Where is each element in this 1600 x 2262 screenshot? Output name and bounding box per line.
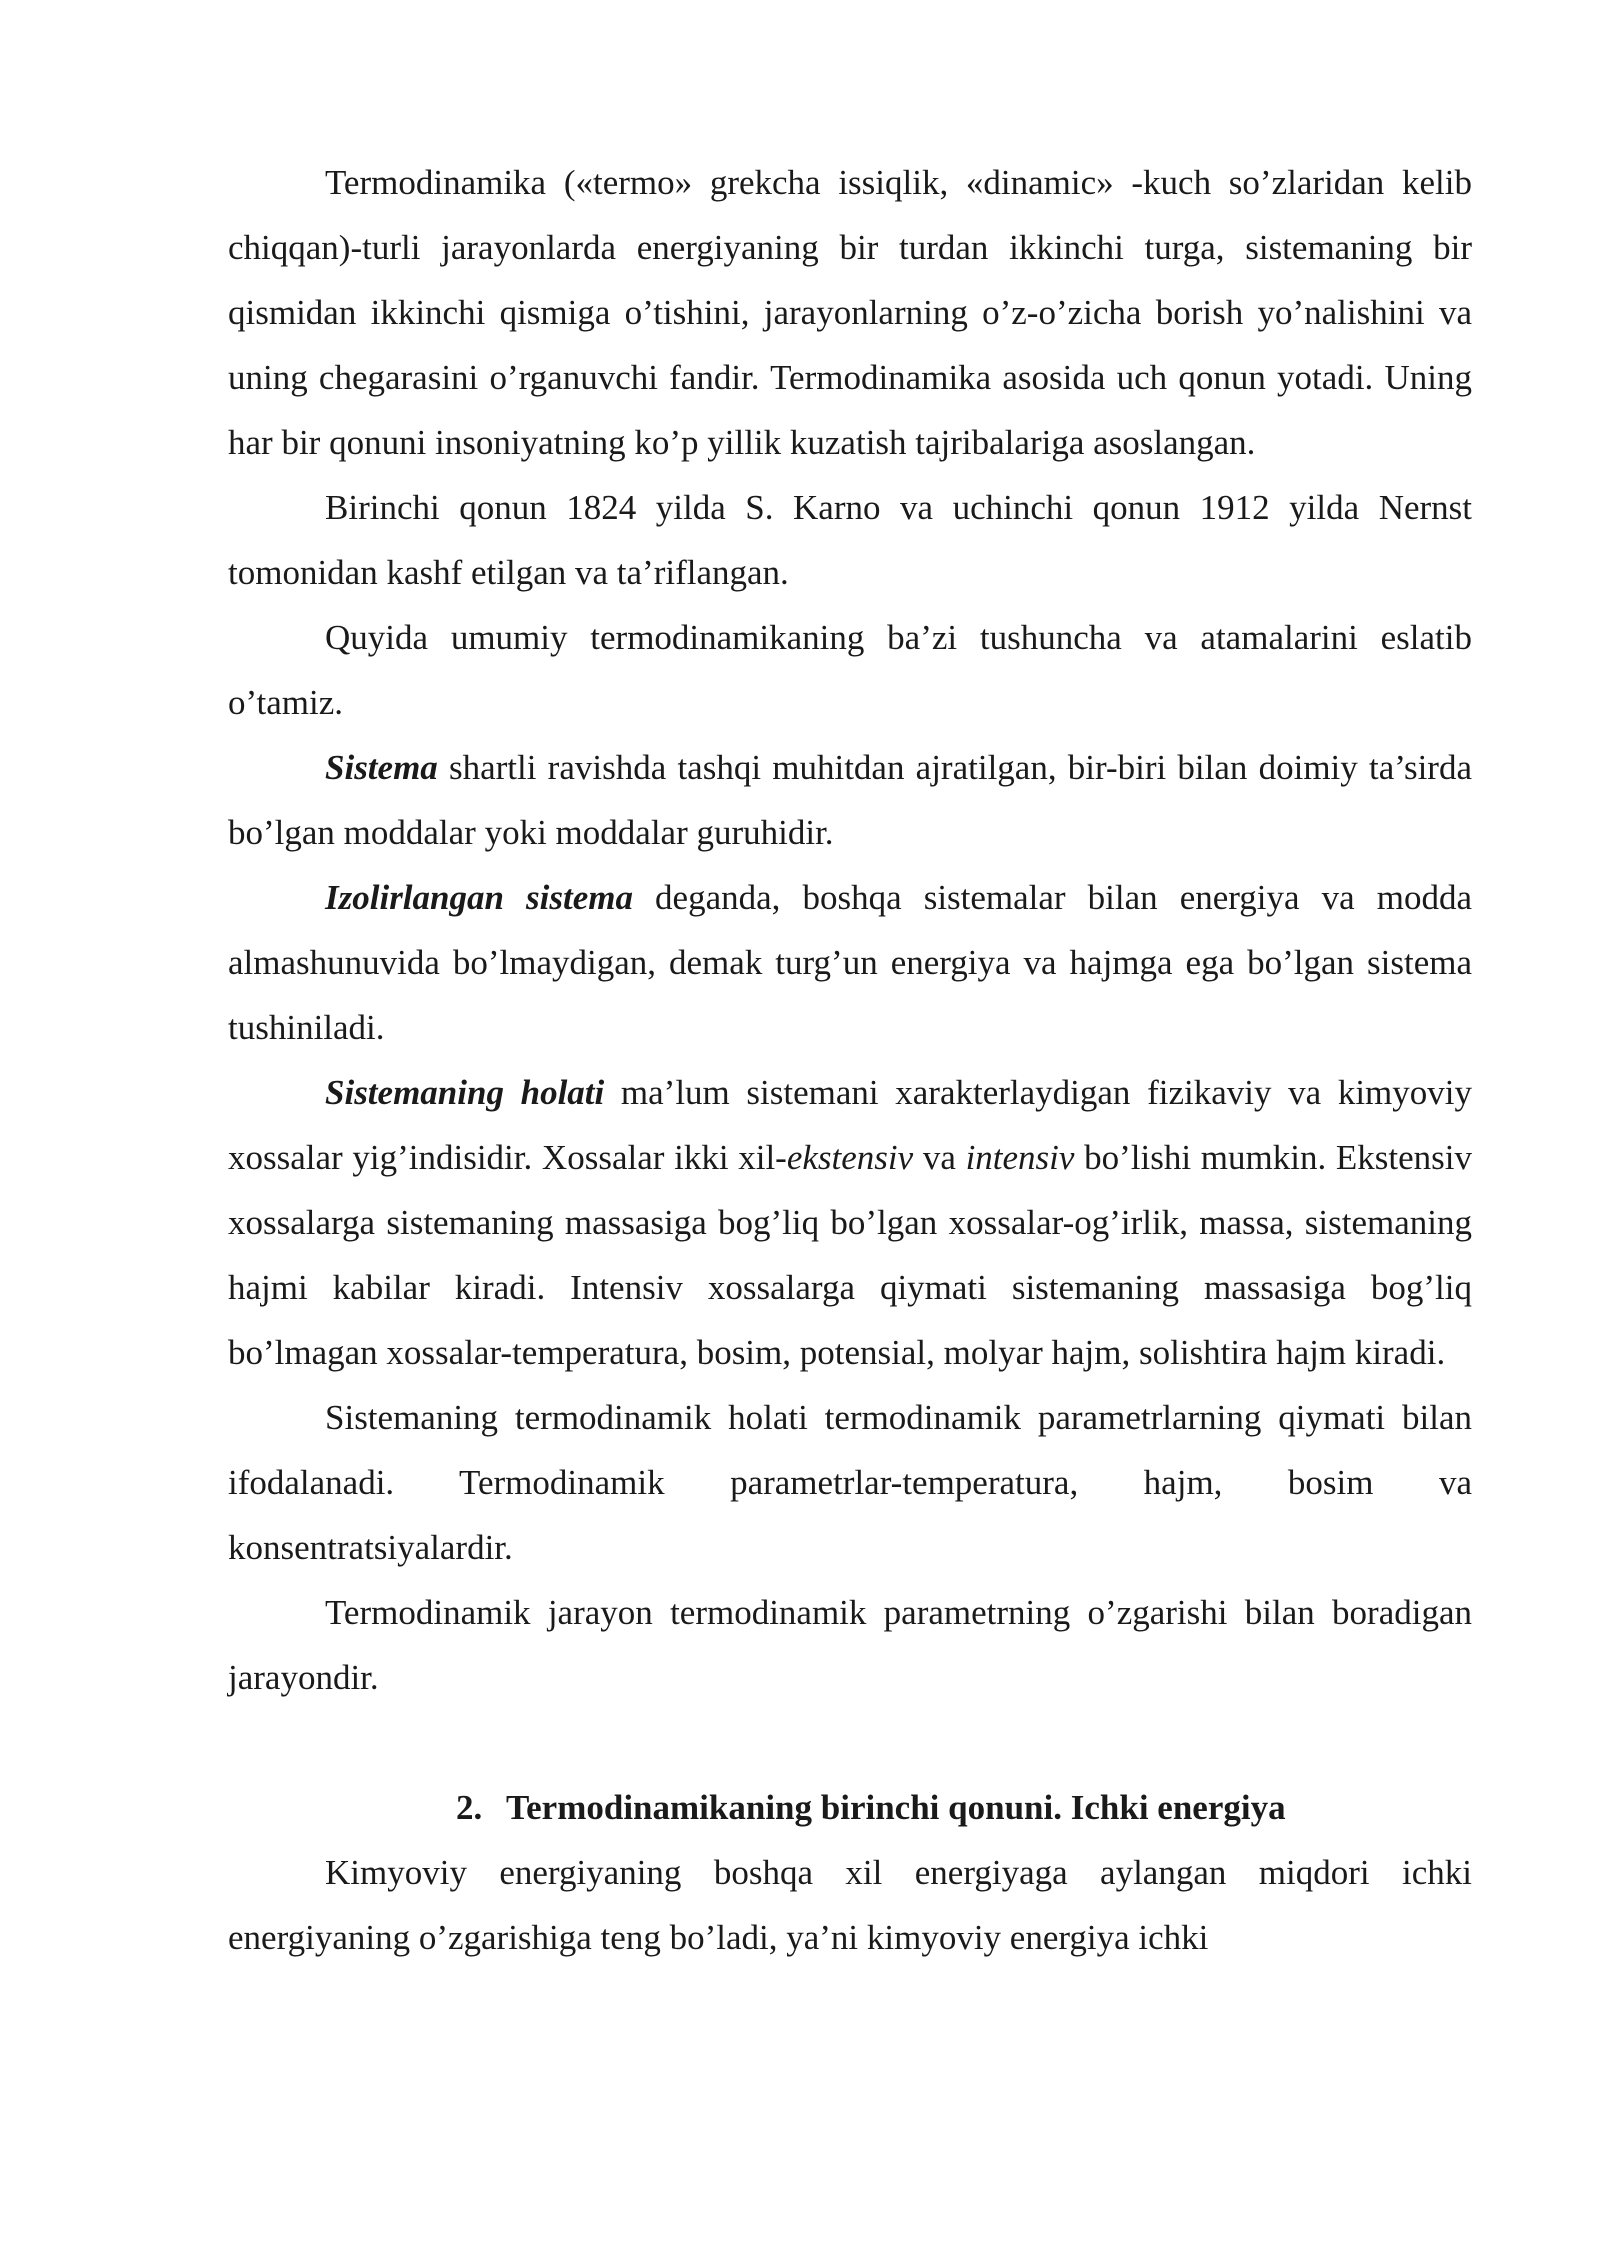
paragraph-izolirlangan-text: deganda, boshqa sistemalar bilan energiya va modda almashunuvida bo’lmaydigan, demak turg’un energiya va hajmga ega bo’lgan sistema tushiniladi.: [228, 878, 1472, 1047]
paragraph-sistema-text: shartli ravishda tashqi muhitdan ajratilgan, bir-biri bilan doimiy ta’sirda bo’lgan moddalar yoki moddalar guruhidir.: [228, 748, 1472, 852]
holati-text-a: ma’lum sistemani xarakterlaydigan fizikaviy va kimyoviy xossalar yig’indisidir. Xossalar ikki xil-: [228, 1073, 1472, 1177]
holati-text-b: va: [913, 1138, 966, 1177]
section-title: Termodinamikaning birinchi qonuni. Ichki energiya: [506, 1788, 1286, 1827]
paragraph-kimyoviy-energiya: Kimyoviy energiyaning boshqa xil energiyaga aylangan miqdori ichki energiyaning o’zgarishiga teng bo’ladi, ya’ni kimyoviy energiya ichki: [228, 1853, 1472, 1957]
section-spacer: [228, 1710, 1472, 1775]
paragraph-termodinamik-jarayon: Termodinamik jarayon termodinamik parametrning o’zgarishi bilan boradigan jarayondir.: [228, 1593, 1472, 1697]
term-ekstensiv: ekstensiv: [786, 1138, 914, 1177]
paragraph-sistemaning-holati: [228, 1060, 1472, 1385]
term-sistema: Sistema: [325, 748, 438, 787]
term-izolirlangan-sistema: Izolirlangan sistema: [325, 878, 633, 917]
paragraph-sistema: [228, 735, 1472, 865]
paragraph-izolirlangan-sistema: [228, 865, 1472, 1060]
term-sistemaning-holati: Sistemaning holati: [325, 1073, 605, 1112]
paragraph-termodinamik-holati: Sistemaning termodinamik holati termodinamik parametrlarning qiymati bilan ifodalanadi. Termodinamik parametrlar-temperatura, hajm, bosim va konsentratsiyalardir.: [228, 1398, 1472, 1567]
section-number: 2.: [456, 1788, 483, 1827]
paragraph-termodinamika-definition: Termodinamika («termo» grekcha issiqlik, «dinamic» -kuch so’zlaridan kelib chiqqan)-turli jarayonlarda energiyaning bir turdan ikkinchi turga, sistemaning bir qismidan ikkinchi qismiga o’tishini, jarayonlarning o’z-o’zicha borish yo’nalishini va uning chegarasini o’rganuvchi fandir. Termodinamika asosida uch qonun yotadi. Uning har bir qonuni insoniyatning ko’p yillik kuzatish tajribalariga asoslangan.: [228, 163, 1472, 462]
paragraph-laws-history: Birinchi qonun 1824 yilda S. Karno va uchinchi qonun 1912 yilda Nernst tomonidan kashf etilgan va ta’riflangan.: [228, 488, 1472, 592]
term-intensiv: intensiv: [965, 1138, 1075, 1177]
document-page: [228, 150, 1472, 1970]
paragraph-intro-terms: Quyida umumiy termodinamikaning ba’zi tushuncha va atamalarini eslatib o’tamiz.: [228, 618, 1472, 722]
section-heading: [228, 1775, 1472, 1840]
holati-text-c: bo’lishi mumkin. Ekstensiv xossalarga sistemaning massasiga bog’liq bo’lgan xossalar-og’irlik, massa, sistemaning hajmi kabilar kiradi. Intensiv xossalarga qiymati sistemaning massasiga bog’liq bo’lmagan xossalar-temperatura, bosim, potensial, molyar hajm, solishtira hajm kiradi.: [228, 1138, 1472, 1372]
